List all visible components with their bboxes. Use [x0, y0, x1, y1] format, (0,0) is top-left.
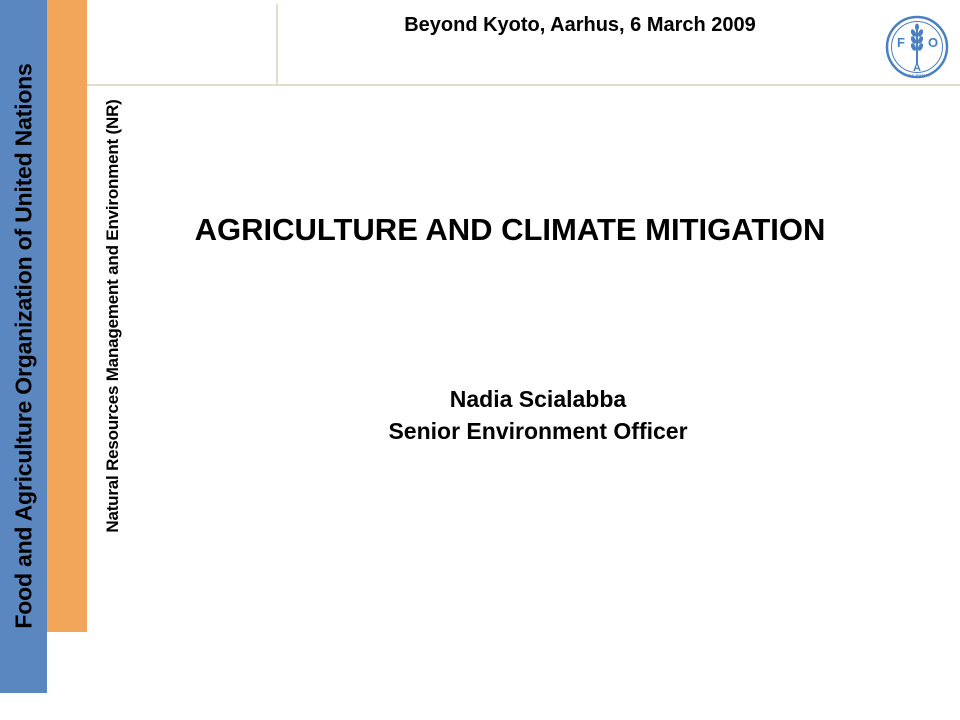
- sidebar-blue-band: [0, 0, 47, 693]
- presenter-block: [238, 383, 838, 447]
- header-divider-vertical: [276, 4, 278, 84]
- presenter-name: Nadia Scialabba: [449, 386, 627, 412]
- logo-letter-a: A: [913, 62, 921, 74]
- sidebar-orange-band: [47, 0, 122, 632]
- header-divider-horizontal: [87, 84, 960, 86]
- organization-name: Food and Agriculture Organization of United Nations: [10, 63, 37, 629]
- slide-title: AGRICULTURE AND CLIMATE MITIGATION: [194, 212, 826, 247]
- logo-letter-o: O: [927, 35, 939, 50]
- event-title: Beyond Kyoto, Aarhus, 6 March 2009: [404, 14, 756, 36]
- presenter-role: Senior Environment Officer: [388, 418, 688, 444]
- logo-motto: FIAT PANIS: [903, 72, 931, 78]
- department-name: Natural Resources Management and Environment (NR): [103, 99, 122, 533]
- fao-logo-icon: [884, 14, 950, 80]
- logo-letter-f: F: [897, 35, 905, 50]
